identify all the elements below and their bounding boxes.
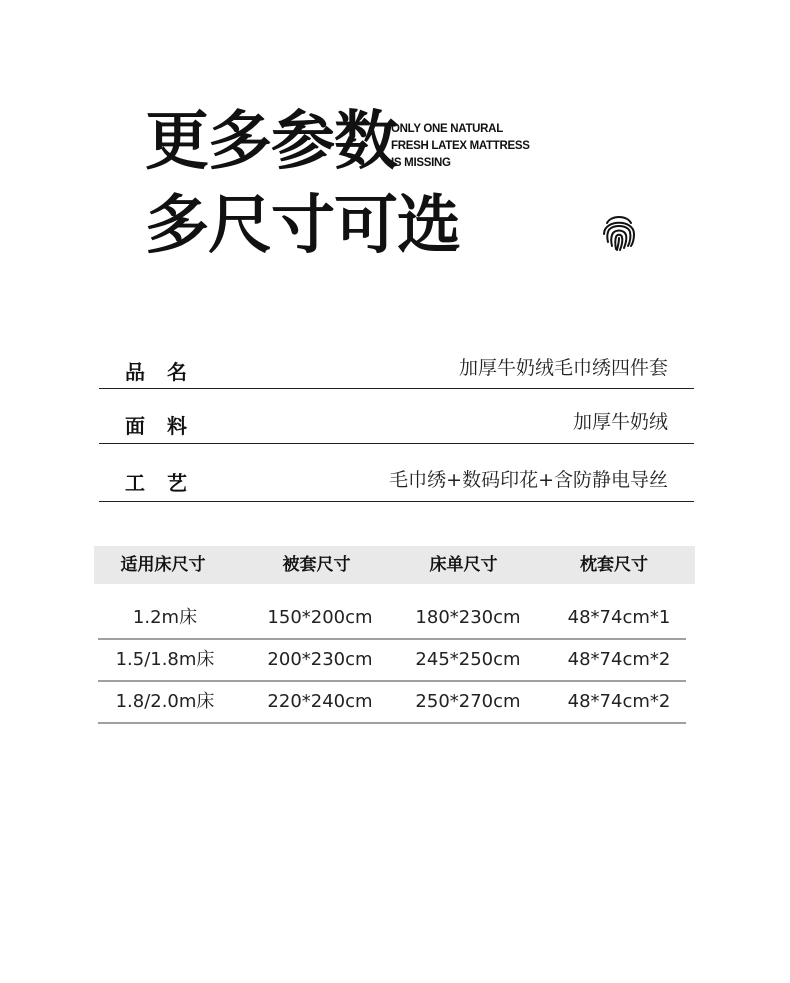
duvet-size-cell: 220*240cm xyxy=(267,691,373,712)
bed-size-cell: 1.2m床 xyxy=(132,607,198,628)
english-tagline xyxy=(391,121,530,172)
fingerprint-icon xyxy=(598,210,640,252)
tagline-line3: IS MISSING xyxy=(391,157,451,169)
size-table-header xyxy=(94,546,695,584)
tagline-line1: ONLY ONE NATURAL xyxy=(391,123,503,135)
duvet-size-cell: 150*200cm xyxy=(267,607,373,628)
spec-value-fabric: 加厚牛奶绒 xyxy=(572,411,668,433)
spec-label-name: 品名 xyxy=(125,360,209,384)
table-row xyxy=(98,682,686,724)
spec-row-name xyxy=(99,348,694,389)
table-row xyxy=(98,640,686,682)
spec-label-fabric: 面料 xyxy=(125,414,209,438)
sheet-size-cell: 250*270cm xyxy=(415,691,521,712)
spec-value-name: 加厚牛奶绒毛巾绣四件套 xyxy=(458,357,668,379)
bed-size-cell: 1.5/1.8m床 xyxy=(115,649,215,670)
header-duvet-size: 被套尺寸 xyxy=(282,555,351,575)
duvet-size-cell: 200*230cm xyxy=(267,649,373,670)
sheet-size-cell: 180*230cm xyxy=(415,607,521,628)
table-row xyxy=(98,598,686,640)
header-sheet-size: 床单尺寸 xyxy=(429,555,498,575)
bed-size-cell: 1.8/2.0m床 xyxy=(115,691,215,712)
hero-title-line1: 更多参数 xyxy=(145,105,397,179)
sheet-size-cell: 245*250cm xyxy=(415,649,521,670)
header-pillowcase-size: 枕套尺寸 xyxy=(580,555,648,575)
spec-label-craft: 工艺 xyxy=(125,471,209,495)
pillowcase-size-cell: 48*74cm*1 xyxy=(567,607,671,628)
pillowcase-size-cell: 48*74cm*2 xyxy=(567,649,671,670)
spec-row-craft xyxy=(99,444,694,502)
tagline-line2: FRESH LATEX MATTRESS xyxy=(391,140,530,152)
hero-title-line2: 多尺寸可选 xyxy=(145,189,460,263)
spec-row-fabric xyxy=(99,389,694,444)
spec-value-craft: 毛巾绣+数码印花+含防静电导丝 xyxy=(389,469,668,491)
header-bed-size: 适用床尺寸 xyxy=(120,555,206,575)
pillowcase-size-cell: 48*74cm*2 xyxy=(567,691,671,712)
